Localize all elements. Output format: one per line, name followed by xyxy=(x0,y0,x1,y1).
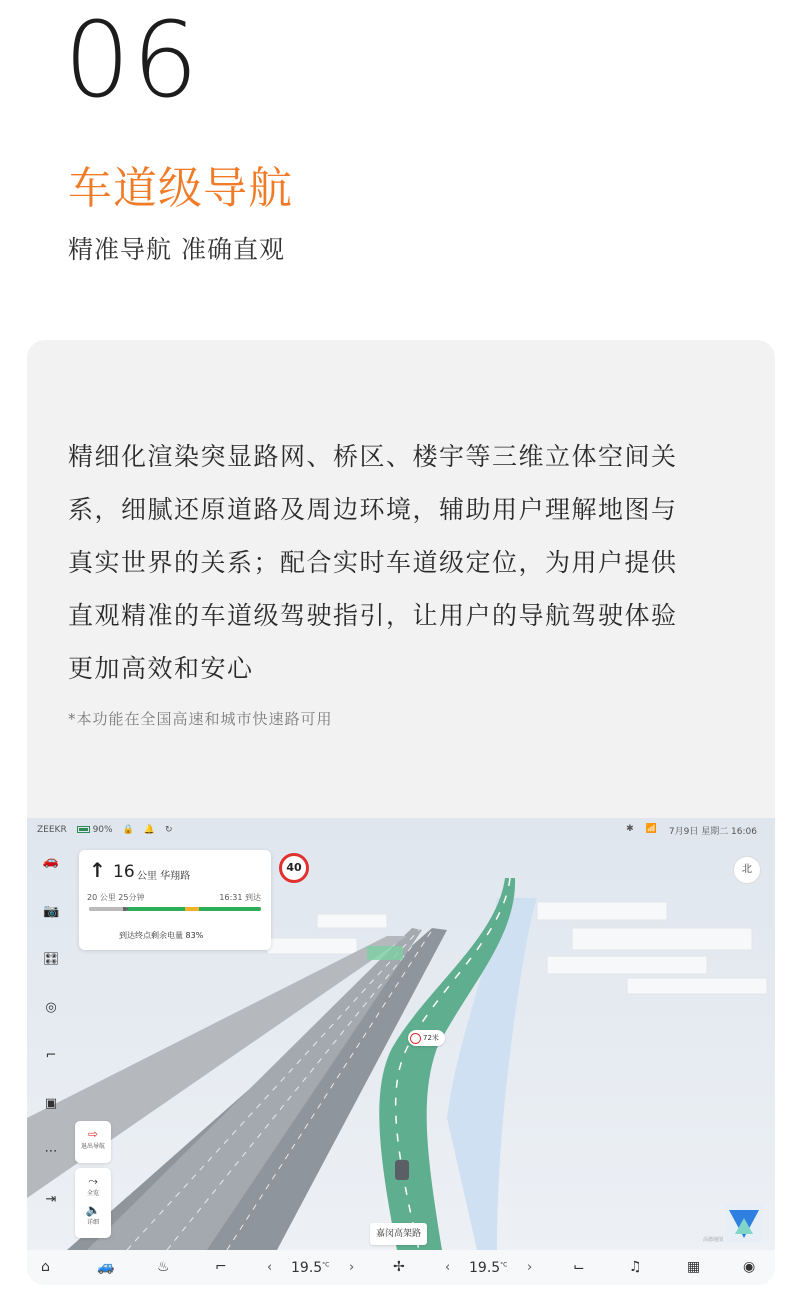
remaining-distance-time: 20 公里 25分钟 xyxy=(87,893,145,902)
map-logo-icon xyxy=(725,1204,763,1242)
section-number: 06 xyxy=(64,0,201,121)
status-bar xyxy=(27,818,775,842)
next-turn-distance: 16 xyxy=(113,862,135,882)
temp-left-down[interactable]: ‹ xyxy=(267,1260,273,1275)
bottom-dock xyxy=(27,1250,775,1285)
speed-limit-sign: 40 xyxy=(279,853,309,883)
map-provider-label: 高德地图 xyxy=(702,1237,723,1243)
volume-icon[interactable]: 🔈 xyxy=(85,1203,101,1217)
date-time: 7月9日 星期二 16:06 xyxy=(668,827,757,837)
overview-icon[interactable]: ⤳ xyxy=(88,1174,98,1188)
description-line: 直观精准的车道级驾驶指引，让用户的导航驾驶体验 xyxy=(68,601,678,630)
battery-indicator xyxy=(77,825,113,835)
exit-nav-label: 退出导航 xyxy=(80,1143,105,1150)
exit-navigation-button[interactable] xyxy=(75,1121,111,1163)
detail-label: 详细 xyxy=(86,1219,99,1226)
bluetooth-icon: ✱ xyxy=(626,824,634,834)
refresh-icon: ↻ xyxy=(165,825,173,835)
seat-icon[interactable]: ⌐ xyxy=(45,1048,57,1063)
temp-unit: °C xyxy=(500,1261,508,1269)
voice-icon[interactable]: ◉ xyxy=(743,1259,756,1275)
seat-heat-icon[interactable]: ⌐ xyxy=(215,1259,227,1275)
availability-note: *本功能在全国高速和城市快速路可用 xyxy=(68,710,333,728)
camera-distance: 72米 xyxy=(423,1034,439,1042)
temp-right-value: 19.5 xyxy=(469,1260,501,1276)
signal-icon: 📶 xyxy=(645,824,657,834)
feature-description xyxy=(68,430,748,695)
camera-icon[interactable]: 📷 xyxy=(43,904,60,919)
temp-left-value: 19.5 xyxy=(291,1260,323,1276)
section-subtitle: 精准导航 准确直观 xyxy=(68,235,285,264)
fan-icon[interactable]: ✢ xyxy=(393,1259,405,1275)
temp-right-up[interactable]: › xyxy=(527,1260,533,1275)
exit-nav-icon: ⇨ xyxy=(87,1127,99,1141)
description-line: 精细化渲染突显路网、桥区、楼宇等三维立体空间关 xyxy=(68,442,678,471)
home-icon[interactable]: ⌂ xyxy=(41,1259,50,1275)
section-title: 车道级导航 xyxy=(68,163,293,214)
temp-left-up[interactable]: › xyxy=(349,1260,355,1275)
route-progress-bar xyxy=(89,907,261,911)
current-road-label: 嘉闵高架路 xyxy=(370,1223,427,1245)
lock-icon: 🔒 xyxy=(122,825,134,835)
signal-left-icon[interactable]: ⇥ xyxy=(45,1192,57,1207)
feature-card xyxy=(27,340,775,1285)
apps-icon[interactable]: ▦ xyxy=(687,1259,701,1275)
battery-icon xyxy=(77,826,90,833)
steering-icon[interactable]: ◎ xyxy=(45,1000,57,1015)
more-icon[interactable]: ⋯ xyxy=(44,1144,58,1159)
brand-label: ZEEKR xyxy=(37,825,67,835)
car-position-icon xyxy=(123,907,129,911)
compass-icon[interactable]: 北 xyxy=(733,856,761,884)
defrost-icon[interactable]: ♨ xyxy=(157,1259,170,1275)
car-icon[interactable]: 🚗 xyxy=(42,854,60,869)
traveled-segment xyxy=(89,907,127,911)
battery-level: 90% xyxy=(92,825,113,835)
temp-right xyxy=(469,1260,507,1276)
congestion-segment xyxy=(185,907,199,911)
map-control-panel[interactable] xyxy=(75,1168,111,1238)
music-icon[interactable]: ♫ xyxy=(629,1259,642,1275)
storage-icon[interactable]: ▣ xyxy=(44,1096,58,1111)
speed-camera-icon xyxy=(410,1033,421,1044)
next-road-name: 公里 华翔路 xyxy=(137,871,191,882)
navigation-guidance-card[interactable] xyxy=(79,850,271,950)
camera-distance-badge xyxy=(408,1030,445,1046)
arrival-battery: 到达终点剩余电量 83% xyxy=(119,931,204,940)
left-sidebar xyxy=(35,848,67,1228)
description-line: 更加高效和安心 xyxy=(68,654,254,683)
overview-label: 全览 xyxy=(86,1190,99,1197)
media-icon[interactable]: 🎛 xyxy=(43,952,60,967)
car-status-icon[interactable]: 🚙 xyxy=(97,1259,115,1275)
temp-unit: °C xyxy=(322,1261,330,1269)
car-display-screenshot xyxy=(27,818,775,1285)
temp-right-down[interactable]: ‹ xyxy=(445,1260,451,1275)
arrival-time: 16:31 到达 xyxy=(219,893,261,902)
passenger-seat-icon[interactable]: ⌙ xyxy=(573,1259,585,1275)
description-line: 系，细腻还原道路及周边环境，辅助用户理解地图与 xyxy=(68,495,678,524)
bell-icon: 🔔 xyxy=(143,825,156,835)
temp-left xyxy=(291,1260,329,1276)
description-line: 真实世界的关系；配合实时车道级定位，为用户提供 xyxy=(68,548,678,577)
straight-arrow-icon: ↑ xyxy=(89,858,106,882)
